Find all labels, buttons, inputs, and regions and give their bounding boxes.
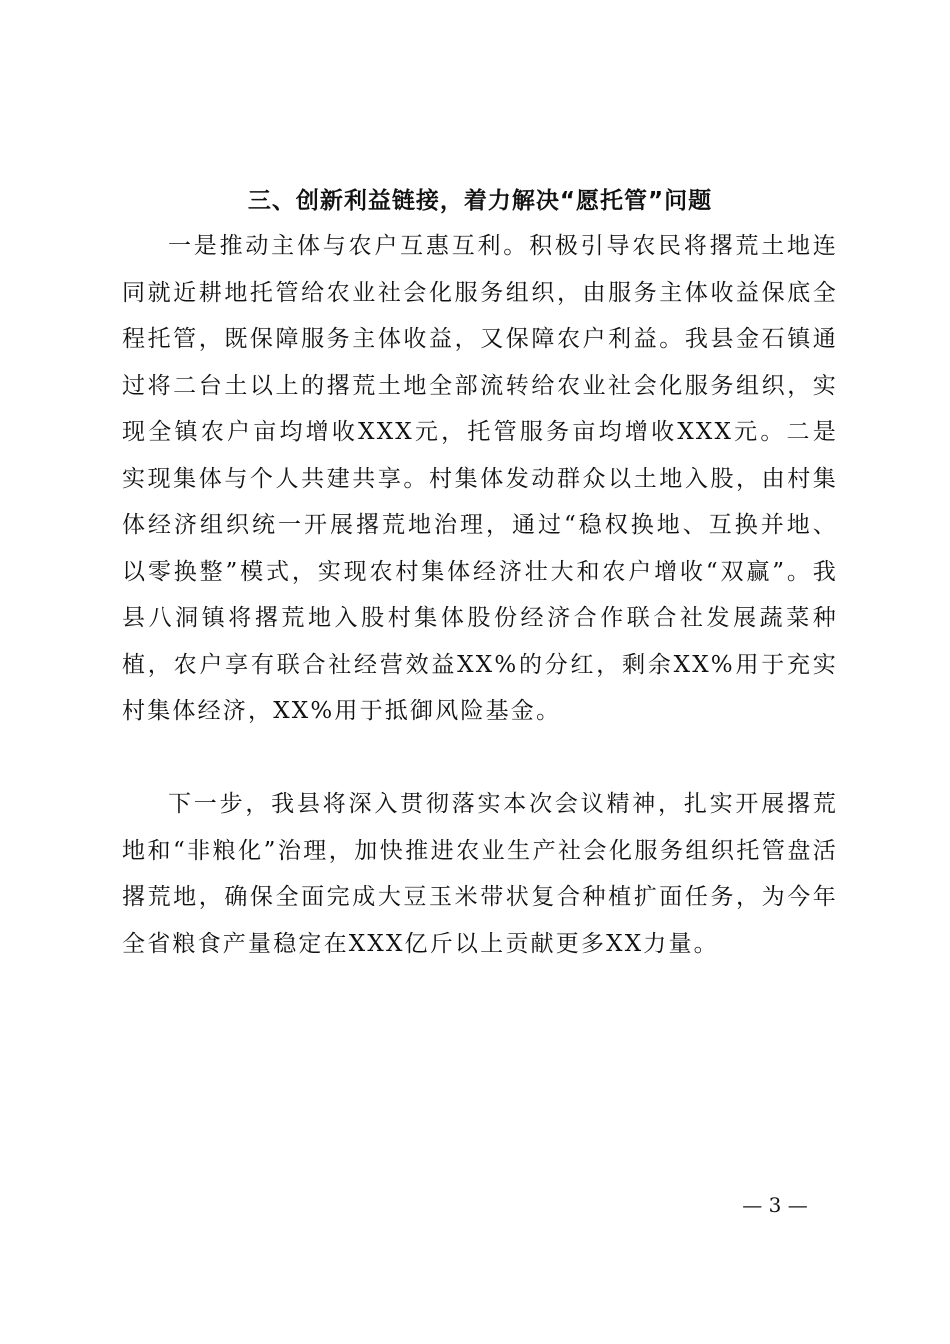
section-heading: 三、创新利益链接，着力解决“愿托管”问题 — [247, 188, 713, 214]
body-paragraph-1: 一是推动主体与农户互惠互利。积极引导农民将撂荒土地连同就近耕地托管给农业社会化服务组织，由服务主体收益保底全程托管，既保障服务主体收益，又保障农户利益。我县金石镇通过将二台土以上的撂荒土地全部流转给农业社会化服务组织，实现全镇农户亩均增收XXX元，托管服务亩均增收XXX元。二是实现集体与个人共建共享。村集体发动群众以土地入股，由村集体经济组织统一开展撂荒地治理，通过“稳权换地、互换并地、以零换整”模式，实现农村集体经济壮大和农户增收“双赢”。我县八洞镇将撂荒地入股村集体股份经济合作联合社发展蔬菜种植，农户享有联合社经营效益XX%的分红，剩余XX%用于充实村集体经济，XX%用于抵御风险基金。 — [122, 233, 838, 724]
page-number: — 3 — — [742, 1193, 808, 1217]
body-paragraph-2: 下一步，我县将深入贯彻落实本次会议精神，扎实开展撂荒地和“非粮化”治理，加快推进农业生产社会化服务组织托管盘活撂荒地，确保全面完成大豆玉米带状复合种植扩面任务，为今年全省粮食产量稳定在XXX亿斤以上贡献更多XX力量。 — [122, 791, 838, 957]
